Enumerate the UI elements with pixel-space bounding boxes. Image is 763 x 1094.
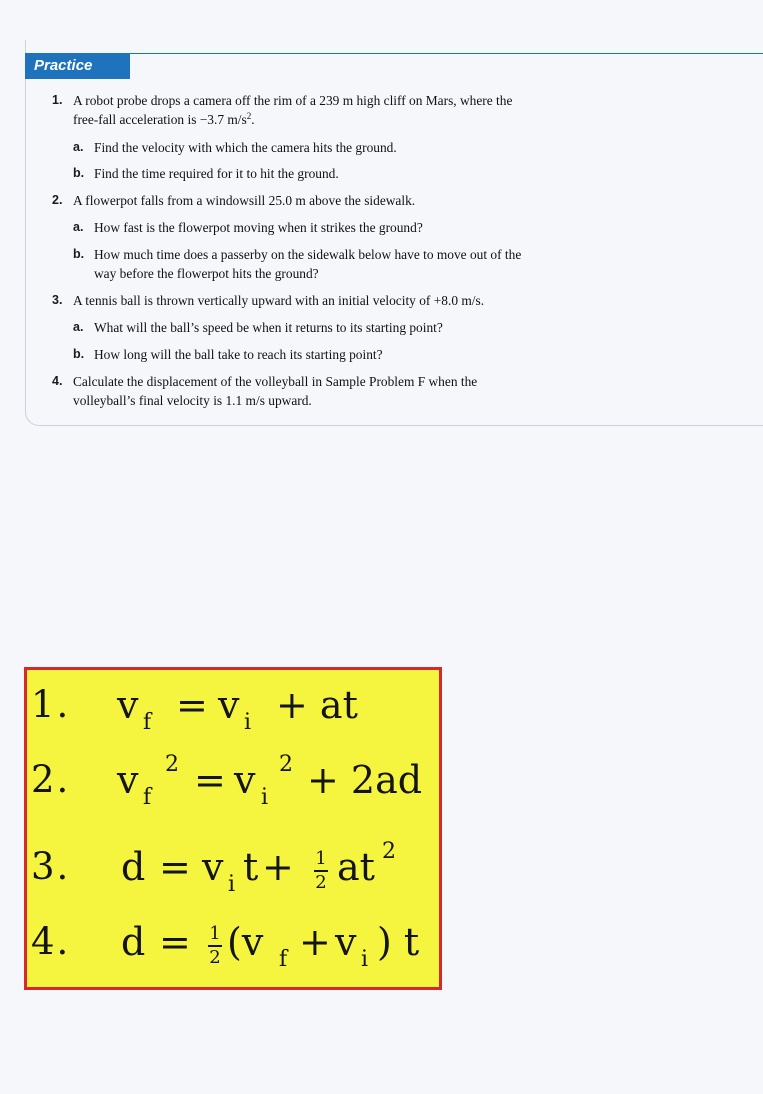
part-text: Find the velocity with which the camera hits the ground. [94, 140, 397, 155]
part-label: b. [73, 247, 85, 261]
part-text: way before the flowerpot hits the ground? [94, 266, 319, 281]
question-text: Calculate the displacement of the volleyball in Sample Problem F when the [73, 374, 478, 389]
equation-1: 1. v f = v i + at [31, 683, 358, 735]
part-label: b. [73, 166, 85, 180]
part-text: What will the ball’s speed be when it returns to its starting point? [94, 320, 443, 335]
question-number: 4. [52, 374, 63, 388]
question-text: A flowerpot falls from a windowsill 25.0 m above the sidewalk. [73, 193, 416, 208]
question-text: volleyball’s final velocity is 1.1 m/s upward. [73, 393, 312, 408]
question-text: A robot probe drops a camera off the rim of a 239 m high cliff on Mars, where the [73, 93, 513, 108]
equation-3: 3. d = v i t + 1 2 at 2 [31, 839, 396, 897]
part-label: a. [73, 320, 84, 334]
part-text: How fast is the flowerpot moving when it strikes the ground? [94, 220, 423, 235]
part-text: Find the time required for it to hit the ground. [94, 166, 339, 181]
question-number: 2. [52, 193, 63, 207]
equation-4: 4. d = 1 2 (v f + v i ) t [31, 920, 420, 972]
practice-tag: Practice [25, 53, 130, 79]
question-text: A tennis ball is thrown vertically upward with an initial velocity of +8.0 m/s. [73, 293, 485, 308]
part-text: How long will the ball take to reach its starting point? [94, 347, 383, 362]
question-number: 1. [52, 93, 63, 107]
question-text: free-fall acceleration is −3.7 $m/s^2$. [73, 111, 255, 127]
part-label: b. [73, 347, 85, 361]
part-label: a. [73, 220, 84, 234]
equations-box [24, 667, 442, 990]
question-number: 3. [52, 293, 63, 307]
part-label: a. [73, 140, 84, 154]
equation-2: 2. v f 2 = v i 2 + 2ad [31, 752, 423, 810]
part-text: How much time does a passerby on the sidewalk below have to move out of the [94, 247, 522, 262]
divider-line [130, 53, 763, 54]
